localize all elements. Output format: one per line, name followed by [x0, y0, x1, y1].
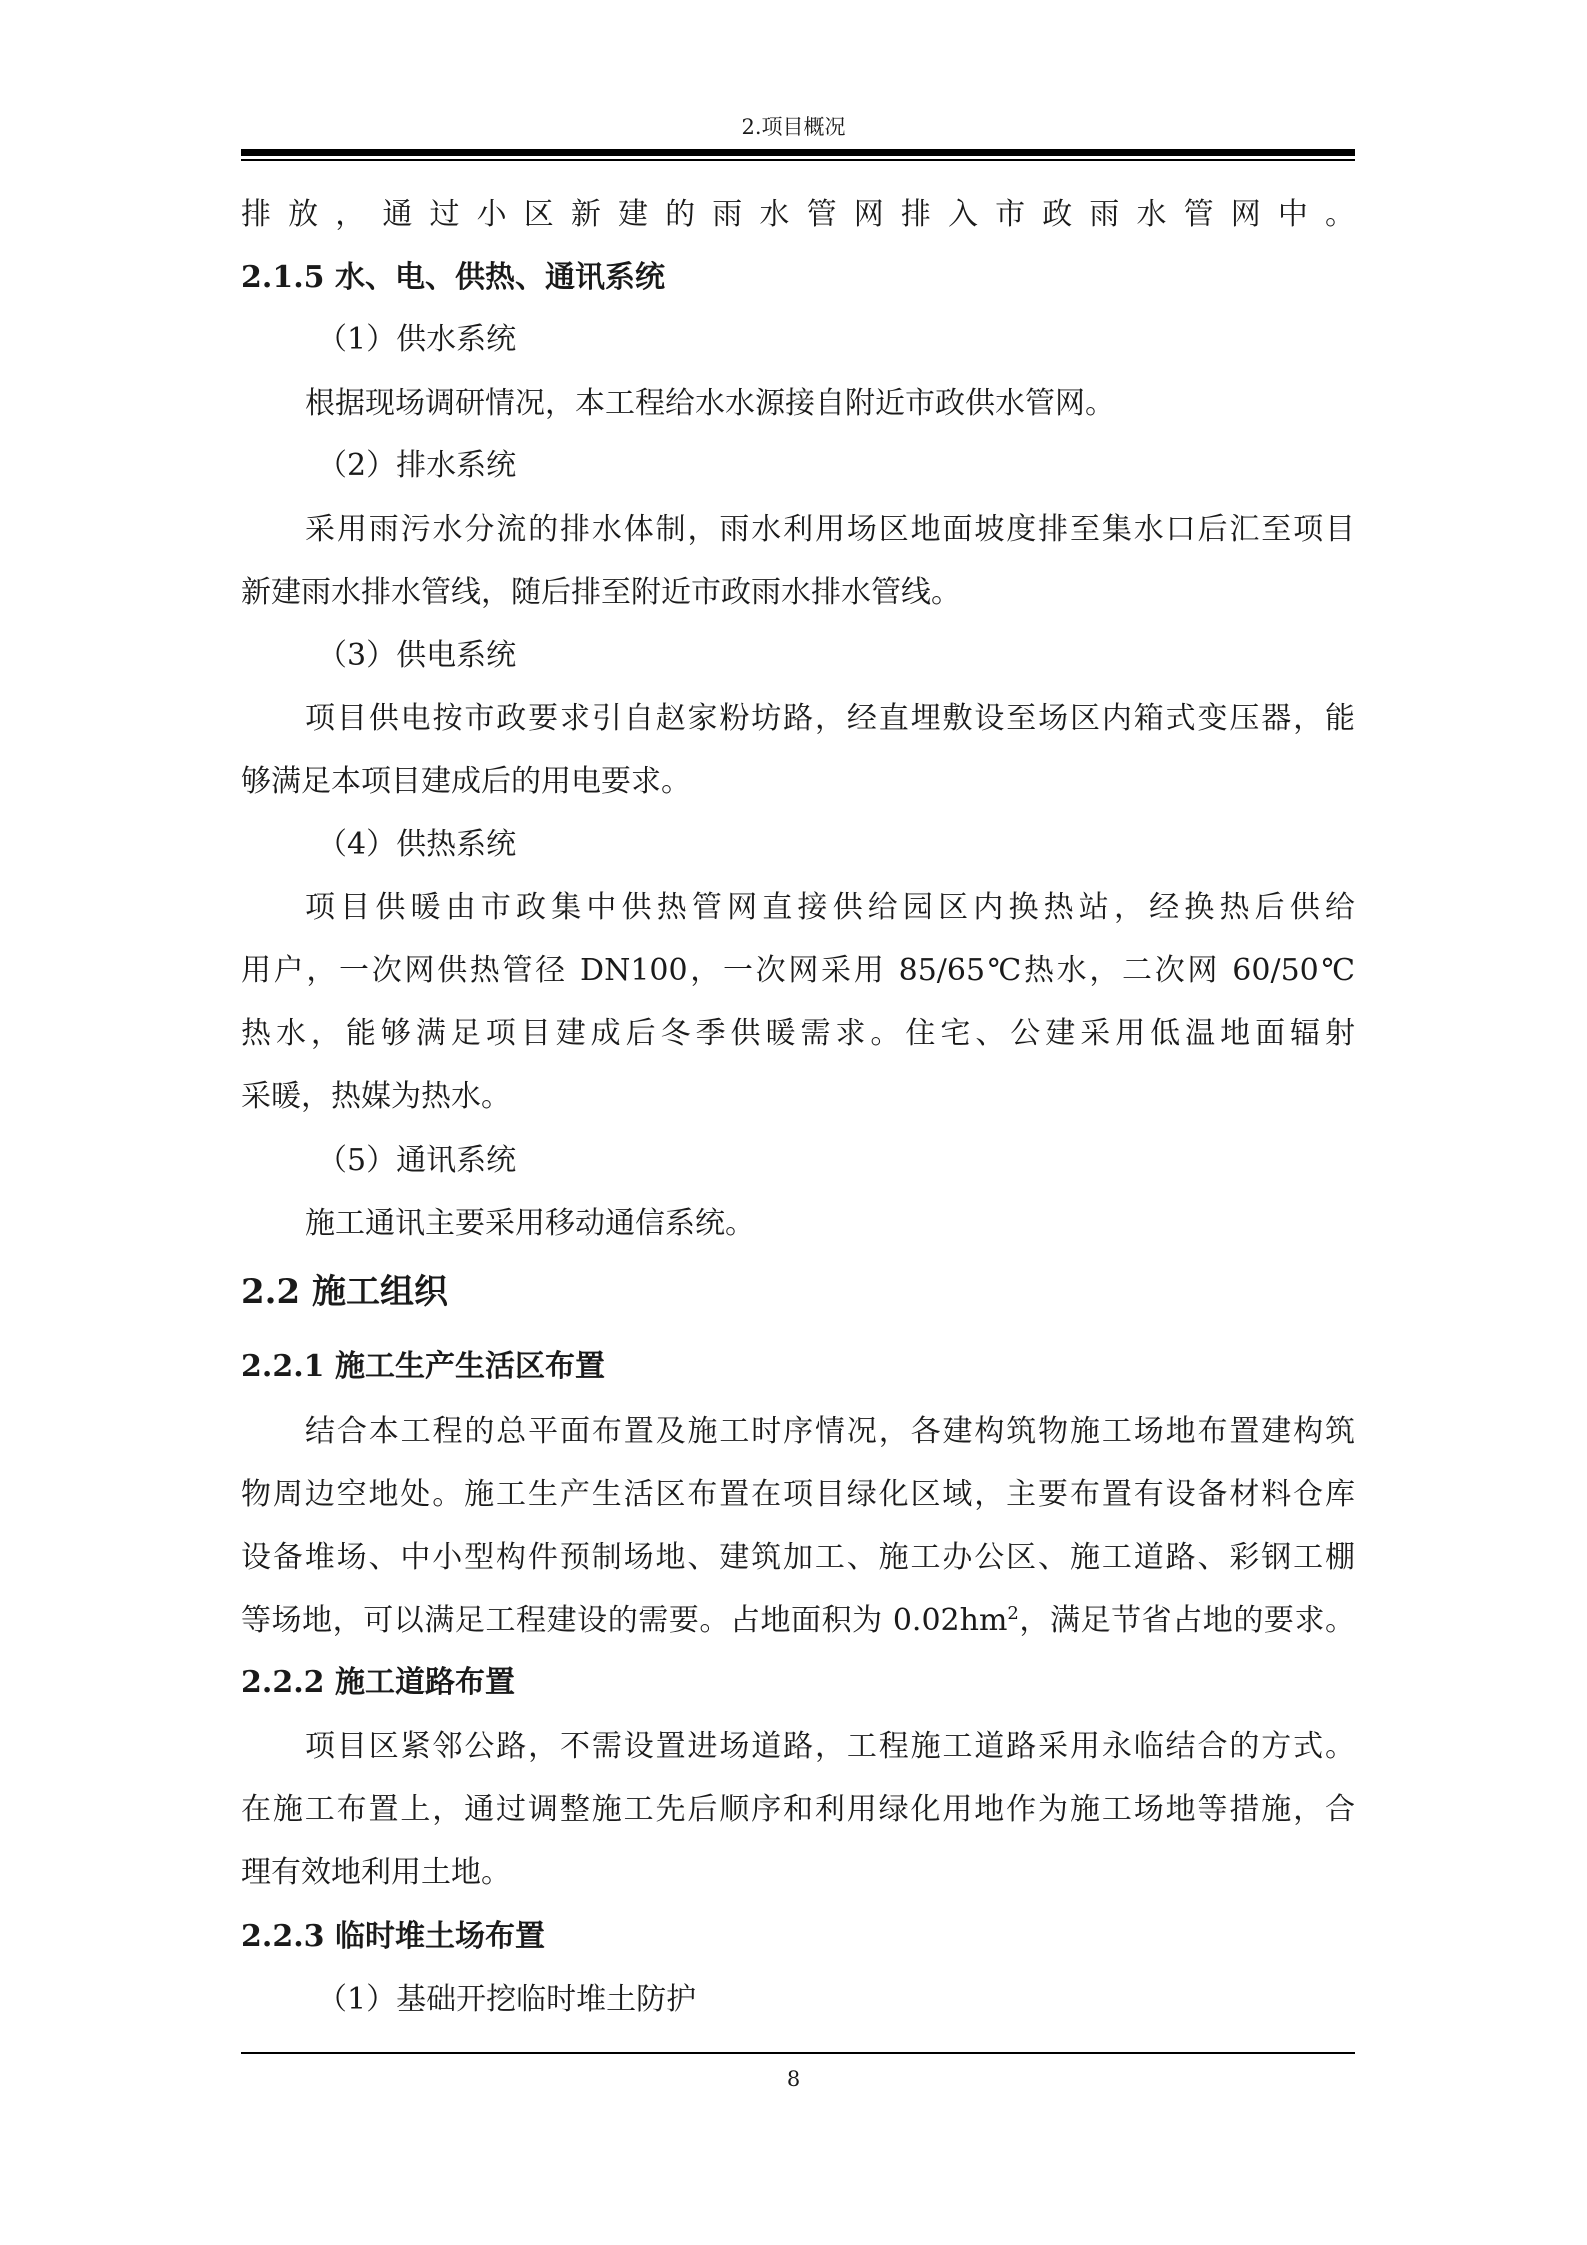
paragraph-line: 够满足本项目建成后的用电要求。	[241, 764, 691, 799]
paragraph-line: 设备堆场、中小型构件预制场地、建筑加工、施工办公区、施工道路、彩钢工棚	[241, 1540, 1355, 1575]
paragraph-line: 采用雨污水分流的排水体制，雨水利用场区地面坡度排至集水口后汇至项目	[305, 512, 1355, 547]
paragraph-line-area	[241, 1601, 1355, 1641]
section-heading-2-2-1: 2.2.1 施工生产生活区布置	[241, 1349, 605, 1384]
area-text-post: ，满足节省占地的要求。	[1018, 1603, 1356, 1638]
subheading-temporary-soil: （1）基础开挖临时堆土防护	[317, 1982, 697, 2017]
paragraph-line: 在施工布置上，通过调整施工先后顺序和利用绿化用地作为施工场地等措施，合	[241, 1792, 1355, 1827]
header-rule-thin	[241, 159, 1355, 161]
area-unit-superscript: 2	[1007, 1603, 1019, 1624]
subheading-water-supply: （1）供水系统	[317, 322, 517, 357]
header-rule-thick	[241, 149, 1355, 156]
paragraph-line: 新建雨水排水管线，随后排至附近市政雨水排水管线。	[241, 575, 961, 610]
paragraph-line: 项目区紧邻公路，不需设置进场道路，工程施工道路采用永临结合的方式。	[305, 1729, 1355, 1764]
area-text-pre: 等场地，可以满足工程建设的需要。占地面积为 0.02hm	[241, 1603, 1008, 1638]
subheading-drainage: （2）排水系统	[317, 448, 517, 483]
paragraph-line: 排放，通过小区新建的雨水管网排入市政雨水管网中。	[241, 197, 1355, 232]
footer-rule	[241, 2052, 1355, 2054]
paragraph-line: 结合本工程的总平面布置及施工时序情况，各建构筑物施工场地布置建构筑	[305, 1414, 1355, 1449]
paragraph-line: 采暖，热媒为热水。	[241, 1079, 511, 1114]
section-heading-2-2: 2.2 施工组织	[241, 1272, 448, 1312]
section-heading-2-2-3: 2.2.3 临时堆土场布置	[241, 1919, 545, 1954]
section-heading-2-2-2: 2.2.2 施工道路布置	[241, 1665, 515, 1700]
running-header: 2.项目概况	[741, 115, 846, 139]
paragraph-line: 物周边空地处。施工生产生活区布置在项目绿化区域，主要布置有设备材料仓库	[241, 1477, 1355, 1512]
subheading-power-supply: （3）供电系统	[317, 638, 517, 673]
subheading-heating: （4）供热系统	[317, 827, 517, 862]
paragraph-line: 根据现场调研情况，本工程给水水源接自附近市政供水管网。	[305, 386, 1115, 421]
paragraph-line: 项目供电按市政要求引自赵家粉坊路，经直埋敷设至场区内箱式变压器，能	[305, 701, 1355, 736]
paragraph-line: 用户，一次网供热管径 DN100，一次网采用 85/65℃热水，二次网 60/50℃	[241, 953, 1355, 988]
paragraph-line: 项目供暖由市政集中供热管网直接供给园区内换热站，经换热后供给	[305, 890, 1355, 925]
paragraph-line: 理有效地利用土地。	[241, 1855, 511, 1890]
paragraph-line: 施工通讯主要采用移动通信系统。	[305, 1206, 755, 1241]
section-heading-2-1-5: 2.1.5 水、电、供热、通讯系统	[241, 260, 665, 295]
subheading-communication: （5）通讯系统	[317, 1143, 517, 1178]
page-number: 8	[786, 2067, 801, 2091]
paragraph-line: 热水，能够满足项目建成后冬季供暖需求。住宅、公建采用低温地面辐射	[241, 1016, 1355, 1051]
